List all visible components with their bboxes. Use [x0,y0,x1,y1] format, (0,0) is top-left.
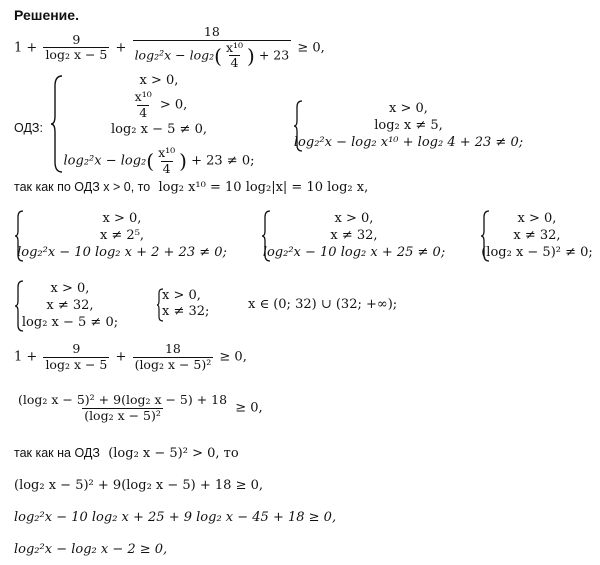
domain-result: x ∈ (0; 32) ∪ (32; +∞); [248,297,398,312]
odz-row: x > 0, [139,73,179,88]
odz2-row: log₂²x − log₂ x¹⁰ + log₂ 4 + 23 ≠ 0; [293,135,524,150]
system-b [261,210,451,262]
inequality-common-denominator: $\frac{\text{(log₂ x − 5)² + 9(log₂ x − 5) + 18}}{\text{(log₂ x − 5)²}}$ ≥ 0, [18,392,263,423]
system-row: x > 0, [102,211,142,226]
system-c [480,210,593,262]
system-d [14,280,124,332]
inequality-expanded: log₂²x − 10 log₂ x + 25 + 9 log₂ x − 45 + 18 ≥ 0, [14,510,337,525]
system-row: x > 0, [50,281,90,296]
odz-row: log₂ x − 5 ≠ 0, [111,122,207,137]
odz-label: ОДЗ: [14,121,43,135]
odz-system-simplified [293,100,533,152]
odz-row: $\frac{\text{x¹⁰}}{4}$ > 0, [134,89,188,120]
system-row: log₂²x − 10 log₂ x + 2 + 23 ≠ 0; [17,245,227,260]
system-row: x > 0, [517,211,557,226]
fraction-9 [43,31,109,63]
fraction-numerator: 18 [203,24,220,39]
system-row: x > 0, [162,288,201,303]
odz2-row: x > 0, [389,101,428,116]
odz2-row: log₂ x ≠ 5, [374,118,443,133]
plus-sign: + [115,40,127,56]
main-inequality [14,26,325,70]
system-e [156,288,216,322]
system-row: x ≠ 32, [513,228,561,243]
term-one: 1 + [14,40,38,56]
system-row: x > 0, [334,211,374,226]
inequality-simplified: 1 + $\frac{9}{\text{log₂ x − 5}}$ + $\frac{18}{\text{(log₂ x − 5)²}}$ ≥ 0, [14,341,247,372]
inequality-quadratic: log₂²x − log₂ x − 2 ≥ 0, [14,542,168,557]
left-brace-icon [50,74,64,174]
system-row: log₂ x − 5 ≠ 0; [21,315,119,330]
since-line-2: так как на ОДЗ (log₂ x − 5)² > 0, то [14,446,239,461]
fraction-denominator: log₂ x − 5 [45,47,108,63]
since-line: так как по ОДЗ x > 0, то log₂ x¹⁰ = 10 log₂|x| = 10 log₂ x, [14,180,369,195]
system-row: x ≠ 32, [330,228,378,243]
system-a [14,210,244,262]
odz-system [50,74,260,174]
inequality-numerator: (log₂ x − 5)² + 9(log₂ x − 5) + 18 ≥ 0, [14,478,264,493]
system-row: x ≠ 2⁵, [99,228,145,243]
system-row: x ≠ 32, [46,298,94,313]
system-row: log₂²x − 10 log₂ x + 25 ≠ 0; [262,245,446,260]
solution-heading: Решение. [14,7,79,23]
system-row: (log₂ x − 5)² ≠ 0; [481,245,593,260]
odz-row: log₂²x − log₂( $\frac{\text{x¹⁰}}{4}$ ) + 23 ≠ 0; [63,145,255,176]
fraction-numerator: 9 [72,31,81,47]
inequality-tail: ≥ 0, [297,40,325,56]
fraction-denominator: log₂²x − log₂( $\frac{\text{x¹⁰}}{4}$ ) + 23 [134,39,290,70]
fraction-18 [133,26,292,70]
system-row: x ≠ 32; [162,304,210,319]
